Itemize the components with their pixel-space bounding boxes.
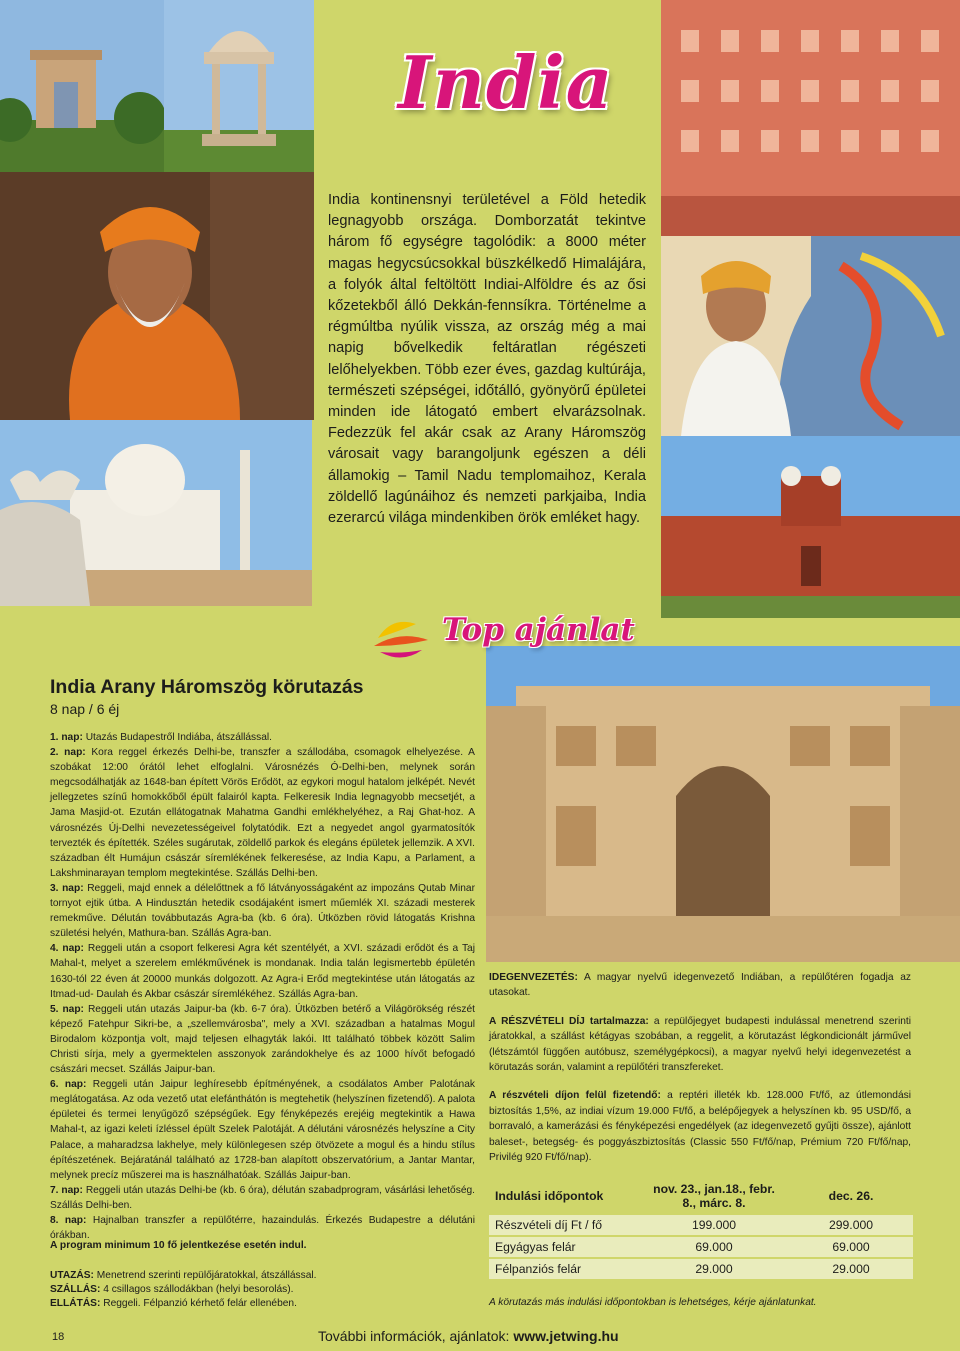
- intro-text: India kontinensnyi területével a Föld hetedik legnagyobb országa. Domborzatát tekintve három fő egységre tagolódik: a 8000 méter magas hegycsúcsokkal büszkélkedő Himalájára, a folyók által feltöltött Indiai-Alföldre és az ősi kőzetekből álló Dekkán-fennsíkra. Történelme a régmúltba nyúlik vissza, az ország még a mai napig bővelkedik feltáratlan régészeti lelőhelyekben. Több ezer éves, gazdag kultúrája, természeti szépségei, időtálló, gyönyörű épületei minden ide látogató embert elvarázsolnak. Fedezzük fel akár csak az Arany Háromszög városait vagy barangoljunk egészen a déli államokig – Tamil Nadu templomaihoz, Kerala zöldellő lagúnáihoz és nemzeti parkjaiba, India ezerarcú világa mindenkiben örök emléket hagy.: [328, 192, 646, 527]
- tour-details: [489, 970, 911, 1178]
- price-table-row: [489, 1259, 913, 1279]
- itinerary-day: 4. nap: Reggeli után a csoport felkeresi Agra két szentélyét, a XVI. századi erődöt és a Taj Mahal-t, melyet a szerelem emlékművének is mondanak. India talán legismertebb épületén 1630-tól 22 éven át 20000 munkás dolgozott. Az Agra-i Erőd megtekintése után látogatás az Itmad-ud- Daulah és Akbar császár síremlékéhez. Szállás Agra-ban.: [50, 943, 475, 1000]
- photo-taj-mahal-cow: [0, 420, 312, 606]
- service-list: [50, 1269, 317, 1312]
- photo-hawa-mahal: [661, 0, 960, 236]
- footer-link[interactable]: www.jetwing.hu: [513, 1328, 619, 1344]
- service-accommodation: SZÁLLÁS: 4 csillagos szállodákban (helyi besorolás).: [50, 1284, 294, 1296]
- photo-painted-elephant: [661, 236, 960, 436]
- photo-sadhu: [0, 172, 314, 420]
- itinerary-day: 3. nap: Reggeli, majd ennek a délelőttnek a fő látványosságaként az impozáns Qutab Minar tornyot ejtik útba. A Hindusztán hetedik csodájaként ismert műemlék XI. századi mesterek remekműve. Délután továbbutazás Agra-ba (kb. 6 óra). Útközben rövid látogatás Krishna születési helyén, Mathura-ban. Szállás Agra-ban.: [50, 882, 475, 940]
- tour-duration: 8 nap / 6 éj: [50, 701, 120, 717]
- price-table-cell: 199.000: [639, 1215, 789, 1235]
- price-table-cell: 299.000: [789, 1215, 913, 1235]
- itinerary-day: 2. nap: Kora reggel érkezés Delhi-be, transzfer a szállodába, csomagok elhelyezése. A szobákat 12:00 órától lehet elfoglalni. Városnézés Ó-Delhi-ben, melynek során megcsodálhatják az 1648-ban épített Vörös Erődöt, az egykori mogul hatalom jelképét. Nevét jellegzetes színű homokkőből épült falairól kapta. Felkeresik India legnagyobb mecsetjét, a Jama Masjid-ot. Ezután ellátogatnak Mahatma Gandhi emlékhelyéhez, a Raj Ghat-hoz. A városnézés Új-Delhi nevezetességeivel folytatódik. Ezt a negyedet angol gyarmatosítók tervezték és építették. Széles sugárutak, zöldellő parkok és elegáns épületek jellemzik. A XVI. században élt Humájun császár síremlékének felkeresése, az India Kapu, a Parlament, a Lakshminarayan templom megtekintése. Szállás Delhi-ben.: [50, 747, 475, 879]
- price-table-header-cell: dec. 26.: [828, 1189, 874, 1203]
- price-table-cell: 69.000: [639, 1237, 789, 1257]
- page-title: India: [398, 40, 614, 125]
- itinerary: [50, 730, 475, 1243]
- price-table-cell: 29.000: [639, 1259, 789, 1279]
- service-board: ELLÁTÁS: Reggeli. Félpanzió kérhető felár ellenében.: [50, 1298, 297, 1310]
- itinerary-day: 8. nap: Hajnalban transzfer a repülőtérre, hazaindulás. Érkezés Budapestre a délutáni órákban.: [50, 1215, 475, 1242]
- guide-info: IDEGENVEZETÉS: A magyar nyelvű idegenvezető Indiában, a repülőtéren fogadja az utasokat.: [489, 972, 911, 999]
- price-table-row: [489, 1215, 913, 1235]
- price-table-header-cell: Indulási időpontok: [495, 1189, 604, 1203]
- itinerary-day: 1. nap: Utazás Budapestről Indiába, átszállással.: [50, 732, 272, 743]
- price-excludes: A részvételi díjon felül fizetendő: a reptéri illeték kb. 128.000 Ft/fő, az útlemondási biztosítás 1,5%, az indiai vízum 19.000 Ft/fő, a belépőjegyek a helyszínen kb. 95 USD/fő, a borravaló, a kamerázási és fényképezési engedélyek (az idegenvezető gyűjti össze), ajánlott baleset-, betegség- és poggyászbiztosítás (Classic 550 Ft/fő/nap, Prémium 720 Ft/fő/nap, Privilég 920 Ft/fő/nap).: [489, 1090, 911, 1164]
- footer-label: További információk, ajánlatok:: [318, 1328, 510, 1344]
- photo-chhatri-pavilion: [164, 0, 314, 172]
- top-offer-logo-icon: [372, 616, 430, 664]
- price-table: [489, 1177, 913, 1281]
- price-table-cell: Félpanziós felár: [489, 1259, 639, 1279]
- minimum-participants-note: A program minimum 10 fő jelentkezése esetén indul.: [50, 1240, 307, 1251]
- itinerary-day: 7. nap: Reggeli után utazás Delhi-be (kb. 6 óra), délután szabadprogram, vásárlási lehetőség. Szállás Delhi-ben.: [50, 1184, 475, 1211]
- price-table-cell: 69.000: [789, 1237, 913, 1257]
- price-table-cell: 29.000: [789, 1259, 913, 1279]
- photo-red-fort: [661, 436, 960, 618]
- tour-title: India Arany Háromszög körutazás: [50, 676, 364, 698]
- price-table-row: [489, 1237, 913, 1257]
- photo-india-gate: [0, 0, 164, 172]
- page-number: 18: [52, 1331, 65, 1343]
- itinerary-day: 5. nap: Reggeli után utazás Jaipur-ba (kb. 6-7 óra). Útközben betérő a Világörökség részét képező Fatehpur Sikri-be, a „szellemvárosba", mely a XVI. században a hatalmas Mogul Birodalom központja volt, majd teljesen elhagyták lakói. Itt található többek között Salim Christi sírja, mely a gyermektelen asszonyok zarándokhelye és az 1000 hívőt befogadó császári mecset. Szállás Jaipur-ban.: [50, 1003, 475, 1076]
- price-table-header: [489, 1179, 913, 1213]
- photo-amber-palace: [486, 646, 960, 962]
- itinerary-day: 6. nap: Reggeli után Jaipur leghíresebb építményének, a csodálatos Amber Palotának meglátogatása. Az oda vezető utat elefánthátón is megtehetik (helyszínen fizetendő). A palota épületei és termei lenyűgöző szépségűek. Egy fényképezés erejéig megtekintik a Hawa Mahal-t, az igazi keleti ízléssel épült Szelek Palotáját. A délutáni városnézés helyszíne a City Palace, a maharadzsa lakhelye, mely különlegesen szép ötvözete a mogul és a hindu stílus építészetének. Bejáratánál található az 1728-ban alapított obszervatórium, a Jantar Mantar, melynek precíz műszerei ma is használhatóak. Szállás Jaipur-ban.: [50, 1079, 475, 1181]
- service-travel: UTAZÁS: Menetrend szerinti repülőjáratokkal, átszállással.: [50, 1270, 317, 1281]
- price-table-cell: Egyágyas felár: [489, 1237, 639, 1257]
- price-table-cell: Részvételi díj Ft / fő: [489, 1215, 639, 1235]
- footer: [318, 1328, 619, 1344]
- price-includes: A RÉSZVÉTELI DÍJ tartalmazza: a repülőjegyet budapesti indulással menetrend szerinti járatokkal, a szállást kétágyas szobában, a reggelit, a körutazást légkondicionált járművel (létszámtól függően autóbusz, személygépkocsi), a magyar nyelvű helyi idegenvezetést a körutazás során, valamint a repülőtéri transzfereket.: [489, 1015, 911, 1074]
- top-offer-label: Top ajánlat: [442, 612, 635, 648]
- price-footnote: A körutazás más indulási időpontokban is lehetséges, kérje ajánlatunkat.: [489, 1297, 817, 1308]
- price-table-header-cell: nov. 23., jan.18., febr. 8., márc. 8.: [653, 1182, 775, 1210]
